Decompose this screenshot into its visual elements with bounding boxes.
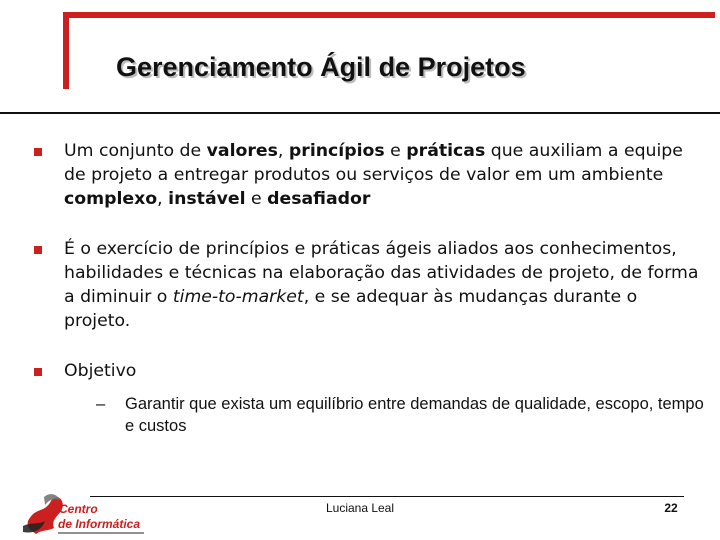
logo-text-centro: Centro: [59, 502, 98, 516]
bullet-item-objective: [34, 359, 708, 437]
footer-rule: [90, 496, 684, 497]
emphasis-challenging: desafiador: [267, 189, 371, 209]
bullet-text: Objetivo: [64, 361, 137, 381]
logo-text-informatica: de Informática: [58, 517, 141, 531]
emphasis-complex: complexo: [64, 189, 158, 209]
title-divider: [0, 112, 720, 114]
bullet-item-exercise: [34, 237, 708, 333]
square-bullet-icon: [34, 246, 42, 254]
bullet-text: É o exercício de princípios e práticas ágeis aliados aos conhecimentos, habilidades e técnicas na elaboração das atividades de projeto, de forma a diminuir o time-to-market, e se adequar às mudanças durante o projeto.: [64, 239, 699, 331]
bullet-text: Um conjunto de valores, princípios e práticas que auxiliam a equipe de projeto a entregar produtos ou serviços de valor em um ambiente complexo, instável e desafiador: [64, 141, 683, 209]
page-number: 22: [664, 501, 678, 515]
square-bullet-icon: [34, 368, 42, 376]
centro-de-informatica-logo: [18, 486, 148, 538]
emphasis-unstable: instável: [168, 189, 246, 209]
emphasis-values: valores: [206, 141, 278, 161]
slide-title: Gerenciamento Ágil de Projetos: [116, 52, 526, 82]
slide-content: [34, 139, 708, 437]
emphasis-time-to-market: time-to-market: [172, 287, 304, 307]
square-bullet-icon: [34, 148, 42, 156]
emphasis-practices: práticas: [406, 141, 486, 161]
title-frame-horizontal-bar: [63, 12, 715, 18]
bullet-item-definition: [34, 139, 708, 211]
footer-author: Luciana Leal: [325, 501, 395, 515]
title-frame-vertical-bar: [63, 12, 69, 89]
sub-bullet-text: Garantir que exista um equilíbrio entre demandas de qualidade, escopo, tempo e custos: [125, 395, 704, 435]
emphasis-principles: princípios: [288, 141, 385, 161]
objective-sublist: [64, 393, 708, 437]
sub-bullet-item: [96, 393, 708, 437]
dash-bullet-icon: –: [96, 395, 106, 413]
